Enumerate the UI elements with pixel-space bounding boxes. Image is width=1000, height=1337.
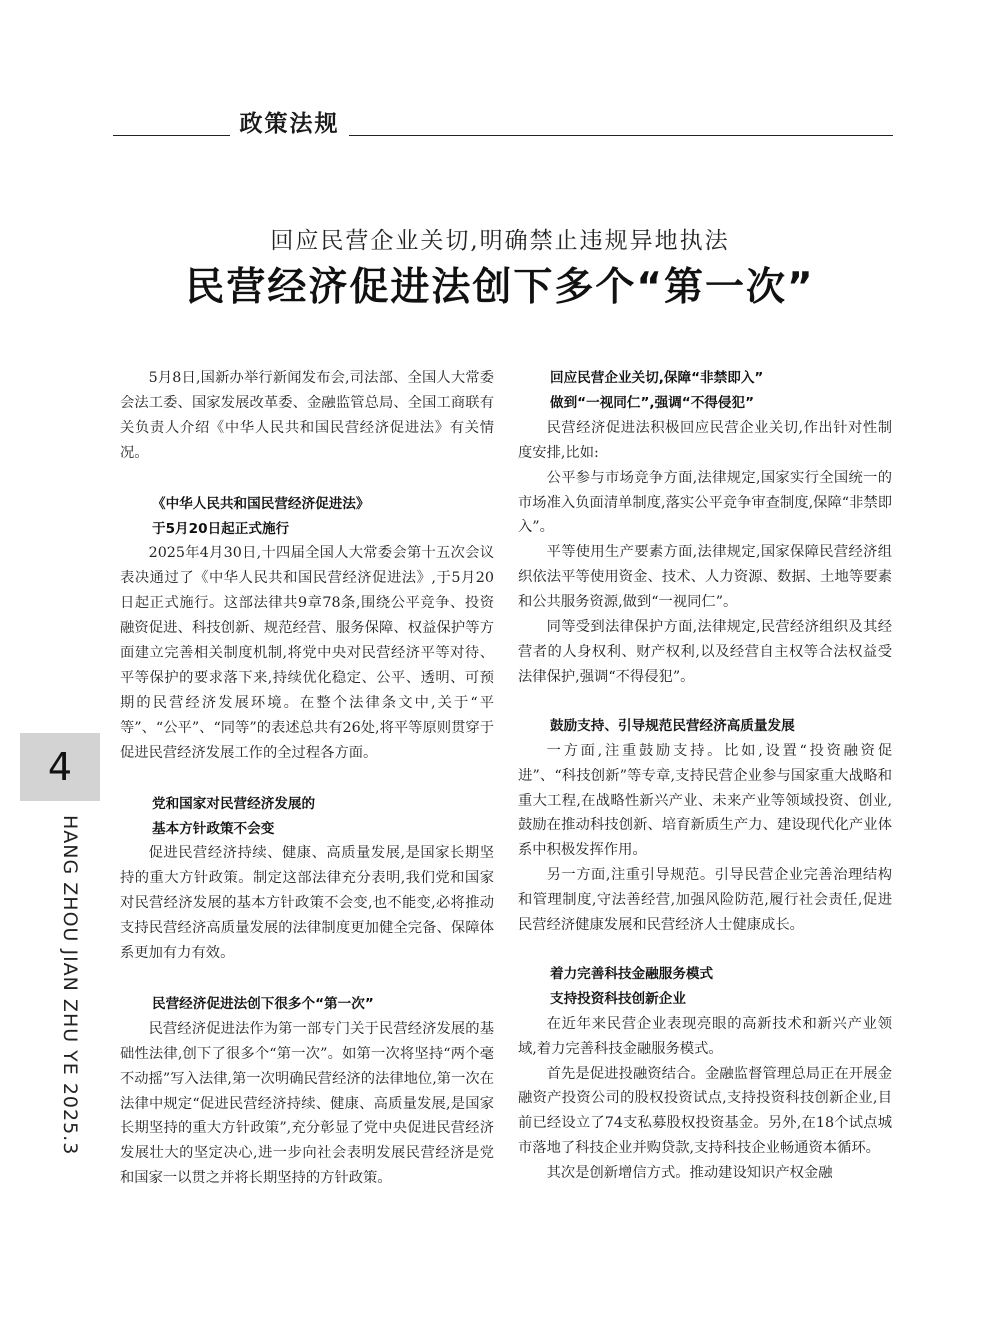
paragraph: 一方面,注重鼓励支持。比如,设置“投资融资促进”、“科技创新”等专章,支持民营企业参与国家重大战略和重大工程,在战略性新兴产业、未来产业等领域投资、创业,鼓励在推动科技创新、培育新质生产力、建设现代化产业体系中积极发挥作用。 — [518, 742, 892, 859]
heading-line: 民营经济促进法创下很多个“第一次” — [152, 995, 374, 1012]
article-subtitle: 回应民营企业关切,明确禁止违规异地执法 — [270, 228, 730, 254]
right-column — [518, 366, 892, 1186]
heading-line: 着力完善科技金融服务模式 — [550, 965, 714, 982]
heading-encourage-support — [518, 714, 892, 739]
paragraph: 在近年来民营企业表现亮眼的高新技术和新兴产业领域,着力完善科技金融服务模式。 — [518, 1015, 892, 1057]
header-rule-right — [349, 135, 893, 136]
article-title: 民营经济促进法创下多个“第一次” — [185, 265, 815, 310]
heading-line: 《中华人民共和国民营经济促进法》 — [152, 495, 370, 512]
intro-paragraph: 5月8日,国新办举行新闻发布会,司法部、全国人大常委会法工委、国家发展改革委、金融监管总局、全国工商联有关负责人介绍《中华人民共和国民营经济促进法》有关情况。 — [120, 370, 494, 461]
section-header — [113, 108, 893, 140]
heading-many-firsts — [120, 992, 494, 1017]
heading-policy-unchanged — [120, 792, 494, 842]
section-label: 政策法规 — [239, 111, 340, 137]
heading-line: 于5月20日起正式施行 — [152, 520, 290, 537]
left-column — [120, 366, 494, 1191]
paragraph: 促进民营经济持续、健康、高质量发展,是国家长期坚持的重大方针政策。制定这部法律充分表明,我们党和国家对民营经济发展的基本方针政策不会变,也不能变,必将推动支持民营经济高质量发展的法律制度更加健全完备、保障体系更加有力有效。 — [120, 845, 494, 962]
magazine-issue-label: HANG ZHOU JIAN ZHU YE 2025.3 — [59, 815, 81, 1156]
header-rule-left — [113, 135, 230, 136]
heading-respond-concerns — [518, 366, 892, 416]
heading-line: 鼓励支持、引导规范民营经济高质量发展 — [550, 717, 795, 734]
paragraph: 同等受到法律保护方面,法律规定,民营经济组织及其经营者的人身权利、财产权利,以及经营自主权等合法权益受法律保护,强调“不得侵犯”。 — [518, 619, 892, 685]
heading-line: 做到“一视同仁”,强调“不得侵犯” — [550, 394, 755, 411]
paragraph: 另一方面,注重引导规范。引导民营企业完善治理结构和管理制度,守法善经营,加强风险防范,履行社会责任,促进民营经济健康发展和民营经济人士健康成长。 — [518, 867, 892, 934]
heading-law-effective — [120, 492, 494, 542]
paragraph: 2025年4月30日,十四届全国人大常委会第十五次会议表决通过了《中华人民共和国民营经济促进法》,于5月20日起正式施行。这部法律共9章78条,围绕公平竞争、投资融资促进、科技创新、规范经营、服务保障、权益保护等方面建立完善相关制度机制,将党中央对民营经济平等对待、平等保护的要求落下来,持续优化稳定、公平、透明、可预期的民营经济发展环境。在整个法律条文中,关于“平等”、“公平”、“同等”的表述总共有26处,将平等原则贯穿于促进民营经济发展工作的全过程各方面。 — [120, 545, 494, 761]
heading-line: 支持投资科技创新企业 — [550, 990, 686, 1007]
paragraph: 平等使用生产要素方面,法律规定,国家保障民营经济组织依法平等使用资金、技术、人力资源、数据、土地等要素和公共服务资源,做到“一视同仁”。 — [518, 544, 892, 611]
paragraph: 公平参与市场竞争方面,法律规定,国家实行全国统一的市场准入负面清单制度,落实公平竞争审查制度,保障“非禁即入”。 — [518, 469, 892, 536]
paragraph: 其次是创新增信方式。推动建设知识产权金融 — [546, 1165, 833, 1182]
paragraph: 民营经济促进法作为第一部专门关于民营经济发展的基础性法律,创下了很多个“第一次”。如第一次将坚持“两个毫不动摇”写入法律,第一次明确民营经济的法律地位,第一次在法律中规定“促进民营经济持续、健康、高质量发展,是国家长期坚持的重大方针政策”,充分彰显了党中央促进民营经济发展壮大的坚定决心,进一步向社会表明发展民营经济是党和国家一以贯之并将长期坚持的方针政策。 — [120, 1020, 494, 1187]
heading-line: 党和国家对民营经济发展的 — [152, 795, 316, 812]
paragraph: 民营经济促进法积极回应民营企业关切,作出针对性制度安排,比如: — [518, 419, 892, 461]
heading-tech-finance — [518, 962, 892, 1012]
paragraph: 首先是促进投融资结合。金融监督管理总局正在开展金融资产投资公司的股权投资试点,支持投资科技创新企业,目前已经设立了74支私募股权投资基金。另外,在18个试点城市落地了科技企业并购贷款,支持科技企业畅通资本循环。 — [518, 1065, 892, 1157]
heading-line: 回应民营企业关切,保障“非禁即入” — [550, 370, 764, 386]
heading-line: 基本方针政策不会变 — [152, 820, 275, 837]
page-number-tab: 4 — [20, 733, 100, 801]
